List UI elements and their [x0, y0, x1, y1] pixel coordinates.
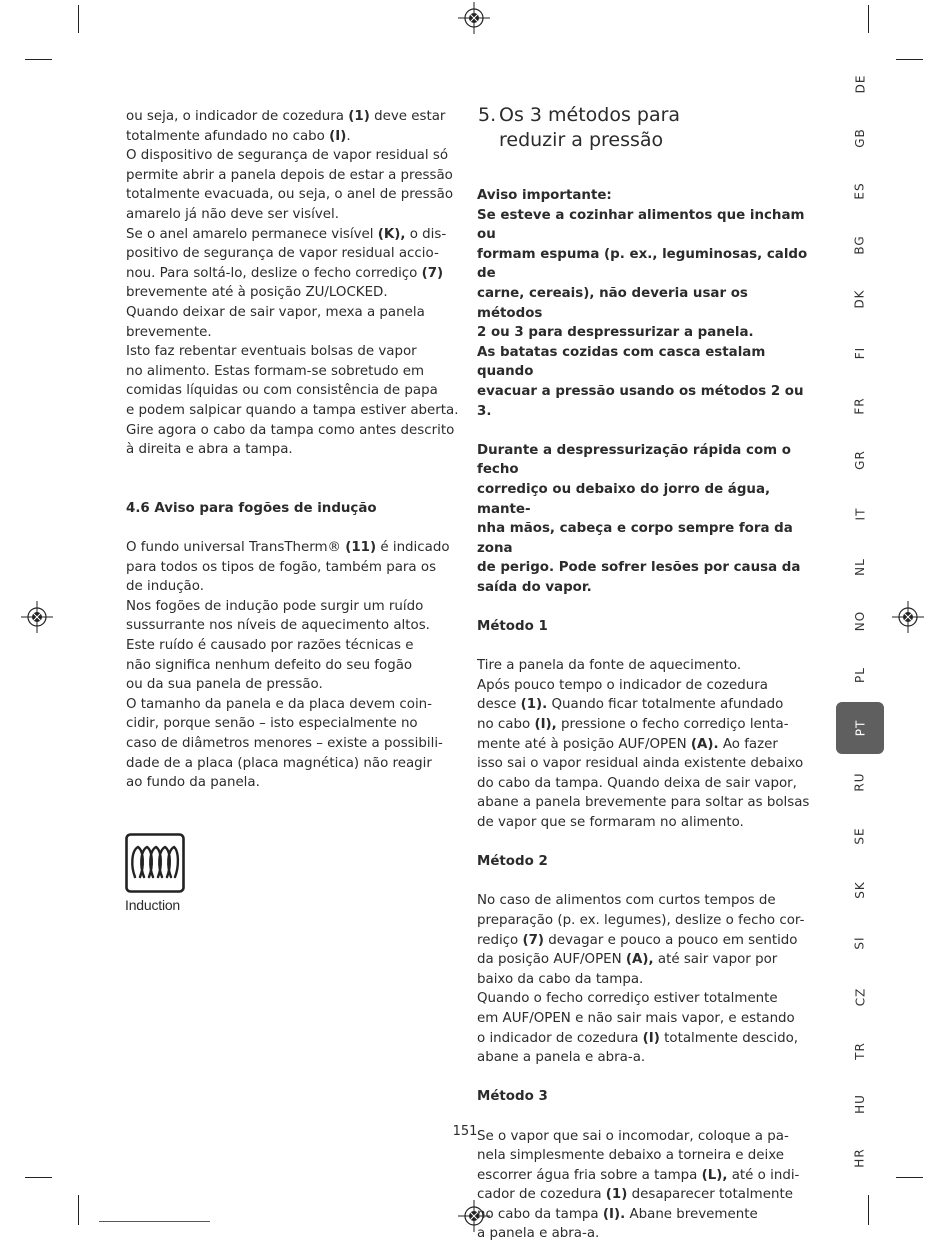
text-segment: de vapor que se formaram no alimento. — [477, 815, 744, 830]
language-tab-label: DK — [853, 289, 867, 308]
language-tab-pl[interactable] — [836, 649, 884, 701]
text-segment: permite abrir a panela depois de estar a pressão — [126, 168, 453, 183]
crop-mark — [25, 1177, 52, 1178]
text-line — [126, 734, 461, 754]
text-segment: deve estar — [370, 109, 446, 124]
text-segment: baixo da cabo da tampa. — [477, 972, 643, 987]
text-line — [477, 735, 812, 755]
language-tab-label: RU — [853, 773, 867, 792]
page-number: 151 — [440, 1124, 490, 1139]
text-line: evacuar a pressão usando os métodos 2 ou 3. — [477, 382, 812, 421]
language-tab-fr[interactable] — [836, 380, 884, 432]
text-segment: rediço — [477, 933, 522, 948]
text-line — [126, 597, 461, 617]
text-segment: brevemente até à posição ZU/LOCKED. — [126, 285, 388, 300]
text-segment: abane a panela brevemente para soltar as bolsas — [477, 795, 809, 810]
right-column — [477, 186, 812, 1244]
reference-label: (11) — [345, 540, 376, 555]
text-segment: Ao fazer — [719, 737, 778, 752]
text-line — [126, 577, 461, 597]
text-segment: . — [346, 129, 350, 144]
text-segment: Quando deixar de sair vapor, mexa a panela — [126, 305, 425, 320]
text-segment: Abane brevemente — [625, 1207, 757, 1222]
text-segment: pressione o fecho corrediço lenta- — [557, 717, 789, 732]
text-line — [126, 440, 461, 460]
text-segment: cador de cozedura — [477, 1187, 606, 1202]
text-segment: até sair vapor por — [654, 952, 778, 967]
text-segment: nou. Para soltá-lo, deslize o fecho corrediço — [126, 266, 422, 281]
text-segment: ou da sua panela de pressão. — [126, 677, 323, 692]
text-line — [126, 185, 461, 205]
text-segment: brevemente. — [126, 325, 212, 340]
heading-line-1: Os 3 métodos para — [499, 104, 680, 126]
induction-label: Induction — [125, 897, 205, 913]
text-line: As batatas cozidas com casca estalam quando — [477, 343, 812, 382]
language-tab-label: ES — [853, 183, 867, 200]
text-line — [477, 695, 812, 715]
induction-coil-icon — [125, 833, 185, 893]
reference-label: (1) — [606, 1187, 628, 1202]
reference-label: (A), — [626, 952, 654, 967]
text-segment: Após pouco tempo o indicador de cozedura — [477, 678, 768, 693]
text-line — [477, 656, 812, 676]
text-segment: positivo de segurança de vapor residual accio- — [126, 246, 439, 261]
text-segment: e podem salpicar quando a tampa estiver aberta. — [126, 403, 459, 418]
text-line — [126, 381, 461, 401]
text-line: Durante a despressurização rápida com o fecho — [477, 441, 812, 480]
text-line — [477, 989, 812, 1009]
text-segment: amarelo já não deve ser visível. — [126, 207, 339, 222]
text-segment: é indicado — [376, 540, 449, 555]
reference-label: (I) — [643, 1031, 660, 1046]
text-line — [477, 1185, 812, 1205]
text-line: saída do vapor. — [477, 578, 812, 598]
language-tab-pt[interactable] — [836, 702, 884, 754]
language-tab-dk[interactable] — [836, 273, 884, 325]
reference-label: (1). — [521, 697, 548, 712]
language-tab-label: HR — [853, 1148, 867, 1167]
text-segment: em AUF/OPEN e não sair mais vapor, e estando — [477, 1011, 795, 1026]
method-1-title: Método 1 — [477, 617, 812, 637]
language-tab-si[interactable] — [836, 917, 884, 969]
text-segment: escorrer água fria sobre a tampa — [477, 1168, 702, 1183]
text-line — [477, 754, 812, 774]
language-tab-label: NL — [853, 558, 867, 576]
language-tab-label: SI — [853, 937, 867, 950]
reference-label: (A). — [691, 737, 719, 752]
text-segment: Se o vapor que sai o incomodar, coloque a pa- — [477, 1129, 789, 1144]
text-segment: para todos os tipos de fogão, também para os — [126, 560, 436, 575]
language-tab-label: HU — [853, 1094, 867, 1114]
registration-mark-icon — [458, 2, 490, 34]
text-segment: ou seja, o indicador de cozedura — [126, 109, 348, 124]
text-segment: Quando o fecho corrediço estiver totalmente — [477, 991, 778, 1006]
text-segment: desaparecer totalmente — [627, 1187, 793, 1202]
reference-label: (I), — [534, 717, 556, 732]
crop-mark — [868, 1195, 869, 1225]
reference-label: (I). — [603, 1207, 625, 1222]
language-tab-label: PL — [853, 667, 867, 683]
text-segment: cidir, porque senão – isto especialmente no — [126, 716, 418, 731]
method-3-text — [477, 1127, 812, 1244]
text-segment: totalmente descido, — [660, 1031, 798, 1046]
text-segment: Nos fogões de indução pode surgir um ruído — [126, 599, 423, 614]
text-segment: caso de diâmetros menores – existe a possibili- — [126, 736, 443, 751]
text-line — [126, 225, 461, 245]
language-tab-ru[interactable] — [836, 756, 884, 808]
text-line — [477, 950, 812, 970]
text-segment: Se o anel amarelo permanece visível — [126, 227, 378, 242]
crop-mark — [868, 5, 869, 33]
language-tab-label: TR — [853, 1042, 867, 1060]
text-line — [126, 166, 461, 186]
text-segment: totalmente evacuada, ou seja, o anel de pressão — [126, 187, 453, 202]
crop-mark — [78, 5, 79, 33]
method-2-text — [477, 891, 812, 1067]
paragraph-induction — [126, 538, 461, 793]
heading-line-2: reduzir a pressão — [478, 128, 808, 153]
left-column — [126, 107, 461, 793]
text-line — [126, 616, 461, 636]
text-segment: Quando ficar totalmente afundado — [547, 697, 783, 712]
text-line — [126, 362, 461, 382]
language-tab-sk[interactable] — [836, 864, 884, 916]
text-segment: Este ruído é causado por razões técnicas e — [126, 638, 413, 653]
reference-label: (K), — [378, 227, 406, 242]
text-segment: sussurrante nos níveis de aquecimento altos. — [126, 618, 430, 633]
language-tab-de[interactable] — [836, 58, 884, 110]
text-segment: devagar e pouco a pouco em sentido — [544, 933, 797, 948]
text-segment: desce — [477, 697, 521, 712]
text-segment: preparação (p. ex. legumes), deslize o fecho cor- — [477, 913, 804, 928]
text-line — [126, 773, 461, 793]
language-tab-it[interactable] — [836, 488, 884, 540]
language-tab-label: NO — [853, 611, 867, 631]
text-segment: No caso de alimentos com curtos tempos de — [477, 893, 776, 908]
text-line: de perigo. Pode sofrer lesões por causa da — [477, 558, 812, 578]
section-heading-induction: 4.6 Aviso para fogões de indução — [126, 499, 461, 519]
language-tab-label: GB — [853, 128, 867, 148]
text-line — [126, 695, 461, 715]
reference-label: (7) — [522, 933, 544, 948]
text-line — [126, 558, 461, 578]
text-segment: a panela e abra-a. — [477, 1226, 599, 1241]
language-tab-label: PT — [853, 720, 867, 737]
text-line — [126, 127, 461, 147]
paragraph-residual-steam — [126, 107, 461, 460]
text-line — [126, 205, 461, 225]
method-3-title: Método 3 — [477, 1087, 812, 1107]
text-line: nha mãos, cabeça e corpo sempre fora da zona — [477, 519, 812, 558]
text-line — [126, 283, 461, 303]
language-tab-bg[interactable] — [836, 219, 884, 271]
language-tab-label: GR — [853, 450, 867, 470]
text-line — [477, 911, 812, 931]
text-segment: totalmente afundado no cabo — [126, 129, 329, 144]
induction-figure — [125, 833, 205, 913]
text-segment: Isto faz rebentar eventuais bolsas de vapor — [126, 344, 417, 359]
text-line: Se esteve a cozinhar alimentos que incham ou — [477, 206, 812, 245]
text-segment: O fundo universal TransTherm® — [126, 540, 345, 555]
text-segment: abane a panela e abra-a. — [477, 1050, 645, 1065]
link-underline — [99, 1221, 210, 1222]
text-line — [477, 793, 812, 813]
text-line — [126, 656, 461, 676]
text-segment: da posição AUF/OPEN — [477, 952, 626, 967]
language-tab-nl[interactable] — [836, 541, 884, 593]
text-line — [477, 1166, 812, 1186]
language-tab-gb[interactable] — [836, 112, 884, 164]
text-line — [477, 1146, 812, 1166]
reference-label: (I) — [329, 129, 346, 144]
text-segment: no cabo da tampa — [477, 1207, 603, 1222]
text-segment: Tire a panela da fonte de aquecimento. — [477, 658, 741, 673]
warning-paragraph-foaming — [477, 206, 812, 422]
method-2-title: Método 2 — [477, 852, 812, 872]
text-line — [477, 813, 812, 833]
language-tab-fi[interactable] — [836, 327, 884, 379]
registration-mark-icon — [21, 601, 53, 633]
text-line — [126, 675, 461, 695]
crop-mark — [896, 59, 923, 60]
text-line — [477, 676, 812, 696]
text-line — [126, 421, 461, 441]
text-line: carne, cereais), não deveria usar os métodos — [477, 284, 812, 323]
text-line — [126, 636, 461, 656]
text-segment: ao fundo da panela. — [126, 775, 260, 790]
heading-number: 5. — [478, 103, 499, 128]
text-segment: do cabo da tampa. Quando deixa de sair vapor, — [477, 776, 797, 791]
text-segment: até o indi- — [727, 1168, 799, 1183]
text-line — [126, 538, 461, 558]
reference-label: (7) — [422, 266, 444, 281]
text-line — [477, 774, 812, 794]
language-tab-hu[interactable] — [836, 1078, 884, 1130]
text-line — [477, 1205, 812, 1225]
language-tab-tr[interactable] — [836, 1025, 884, 1077]
reference-label: (1) — [348, 109, 370, 124]
text-line — [477, 891, 812, 911]
text-segment: nela simplesmente debaixo a torneira e deixe — [477, 1148, 784, 1163]
text-line — [126, 107, 461, 127]
text-line — [477, 715, 812, 735]
text-line — [126, 303, 461, 323]
text-line — [126, 244, 461, 264]
text-line — [126, 264, 461, 284]
language-tab-label: IT — [853, 507, 867, 520]
text-line — [126, 146, 461, 166]
text-line — [477, 1048, 812, 1068]
text-segment: mente até à posição AUF/OPEN — [477, 737, 691, 752]
text-segment: à direita e abra a tampa. — [126, 442, 293, 457]
text-line — [477, 1009, 812, 1029]
main-heading — [478, 103, 808, 153]
language-tab-cz[interactable] — [836, 971, 884, 1023]
text-line — [126, 401, 461, 421]
crop-mark — [78, 1195, 79, 1225]
reference-label: (L), — [702, 1168, 728, 1183]
warning-title: Aviso importante: — [477, 186, 812, 206]
language-tab-label: FI — [853, 346, 867, 358]
text-line — [126, 754, 461, 774]
text-line: formam espuma (p. ex., leguminosas, caldo de — [477, 245, 812, 284]
text-line — [126, 342, 461, 362]
crop-mark — [25, 59, 52, 60]
text-segment: O dispositivo de segurança de vapor residual só — [126, 148, 448, 163]
text-line — [477, 1224, 812, 1244]
language-tab-label: CZ — [853, 988, 867, 1007]
language-tab-hr[interactable] — [836, 1132, 884, 1184]
text-segment: O tamanho da panela e da placa devem coin- — [126, 697, 432, 712]
language-tab-label: SE — [853, 827, 867, 844]
language-tab-no[interactable] — [836, 595, 884, 647]
text-segment: não significa nenhum defeito do seu fogão — [126, 658, 412, 673]
text-line — [477, 931, 812, 951]
text-segment: no alimento. Estas formam-se sobretudo em — [126, 364, 424, 379]
text-segment: isso sai o vapor residual ainda existente debaixo — [477, 756, 803, 771]
text-line — [477, 970, 812, 990]
text-line — [126, 714, 461, 734]
text-line: corrediço ou debaixo do jorro de água, mante- — [477, 480, 812, 519]
language-tab-label: DE — [853, 75, 867, 94]
language-tab-label: SK — [853, 881, 867, 899]
text-segment: o indicador de cozedura — [477, 1031, 643, 1046]
text-line — [126, 323, 461, 343]
text-segment: comidas líquidas ou com consistência de papa — [126, 383, 438, 398]
text-segment: de indução. — [126, 579, 204, 594]
text-line: 2 ou 3 para despressurizar a panela. — [477, 323, 812, 343]
text-segment: no cabo — [477, 717, 534, 732]
text-line — [477, 1029, 812, 1049]
language-tab-se[interactable] — [836, 810, 884, 862]
language-tab-label: FR — [853, 398, 867, 415]
text-line — [477, 1127, 812, 1147]
language-tab-gr[interactable] — [836, 434, 884, 486]
text-segment: o dis- — [405, 227, 446, 242]
text-segment: Gire agora o cabo da tampa como antes descrito — [126, 423, 454, 438]
registration-mark-icon — [892, 601, 924, 633]
method-1-text — [477, 656, 812, 832]
language-tab-label: BG — [853, 235, 867, 254]
crop-mark — [896, 1177, 923, 1178]
language-tab-es[interactable] — [836, 165, 884, 217]
warning-paragraph-danger-zone — [477, 441, 812, 598]
text-segment: dade de a placa (placa magnética) não reagir — [126, 756, 432, 771]
